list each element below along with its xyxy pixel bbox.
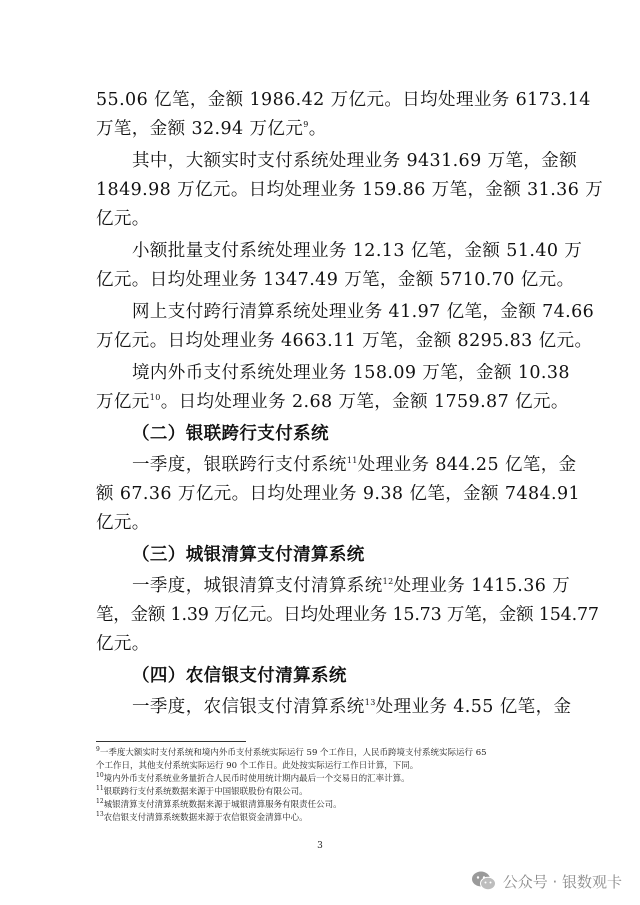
text-line: 其中，大额实时支付系统处理业务 9431.69 万笔，金额 [132,151,578,171]
text-line: 万笔，金额 32.94 万亿元$^9$。 [96,119,327,139]
footnote-ref: 9 [303,120,309,129]
section-heading: （二）银联跨行支付系统 [132,424,329,444]
text-line: 55.06 亿笔，金额 1986.42 万亿元。日均处理业务 6173.14 [96,90,591,110]
text-line: 境内外币支付系统处理业务 158.09 万笔，金额 10.38 [132,363,570,383]
footnote-ref: 10 [149,393,161,402]
text-line: 亿元。 [96,634,150,654]
footnote: $^{10}$境内外币支付系统业务量折合人民币时使用统计期内最后一个交易日的汇率计算。 [96,772,410,784]
text-line: 额 67.36 万亿元。日均处理业务 9.38 亿笔，金额 7484.91 [96,484,581,504]
text-line: 一季度，银联跨行支付系统$^{11}$处理业务 844.25 亿笔，金 [132,455,577,475]
footnote: $^9$一季度大额实时支付系统和境内外币支付系统实际运行 59 个工作日，人民币跨境支付系统实际运行 65 [96,746,487,758]
section-heading: （三）城银清算支付清算系统 [132,545,365,565]
page-number: 3 [317,841,323,851]
text-line: 小额批量支付系统处理业务 12.13 亿笔，金额 51.40 万 [132,241,583,261]
text-line: 万亿元$^{10}$。日均处理业务 2.68 万笔，金额 1759.87 亿元。 [96,392,569,412]
text-line: 亿元。 [96,209,150,229]
section-heading: （四）农信银支付清算系统 [132,666,347,686]
wechat-icon [471,870,497,892]
watermark-text: 公众号 · 银数观卡 [502,872,622,891]
footnote-divider [96,741,246,742]
footnote: $^{12}$城银清算支付清算系统数据来源于城银清算服务有限责任公司。 [96,798,342,810]
footnote: $^{13}$农信银支付清算系统数据来源于农信银资金清算中心。 [96,811,308,823]
text-line: 笔，金额 1.39 万亿元。日均处理业务 15.73 万笔，金额 154.77 [96,605,599,625]
text-line: 一季度，农信银支付清算系统$^{13}$处理业务 4.55 亿笔，金 [132,697,572,717]
text-line: 亿元。日均处理业务 1347.49 万笔，金额 5710.70 亿元。 [96,270,575,290]
text-line: 万亿元。日均处理业务 4663.11 万笔，金额 8295.83 亿元。 [96,331,593,351]
text-line: 亿元。 [96,513,150,533]
text-line: 1849.98 万亿元。日均处理业务 159.86 万笔，金额 31.36 万 [96,180,604,200]
footnote: $^{11}$银联跨行支付系统数据来源于中国银联股份有限公司。 [96,785,308,797]
text-line: 网上支付跨行清算系统处理业务 41.97 亿笔，金额 74.66 [132,302,595,322]
footnote-ref: 11 [346,456,358,465]
footnote-ref: 12 [382,577,394,586]
footnote-ref: 13 [364,698,376,707]
watermark [471,868,622,894]
text-line: 一季度，城银清算支付清算系统$^{12}$处理业务 1415.36 万 [132,576,571,596]
footnote: 个工作日，其他支付系统实际运行 90 个工作日。此处按实际运行工作日计算，下同。 [96,761,419,771]
